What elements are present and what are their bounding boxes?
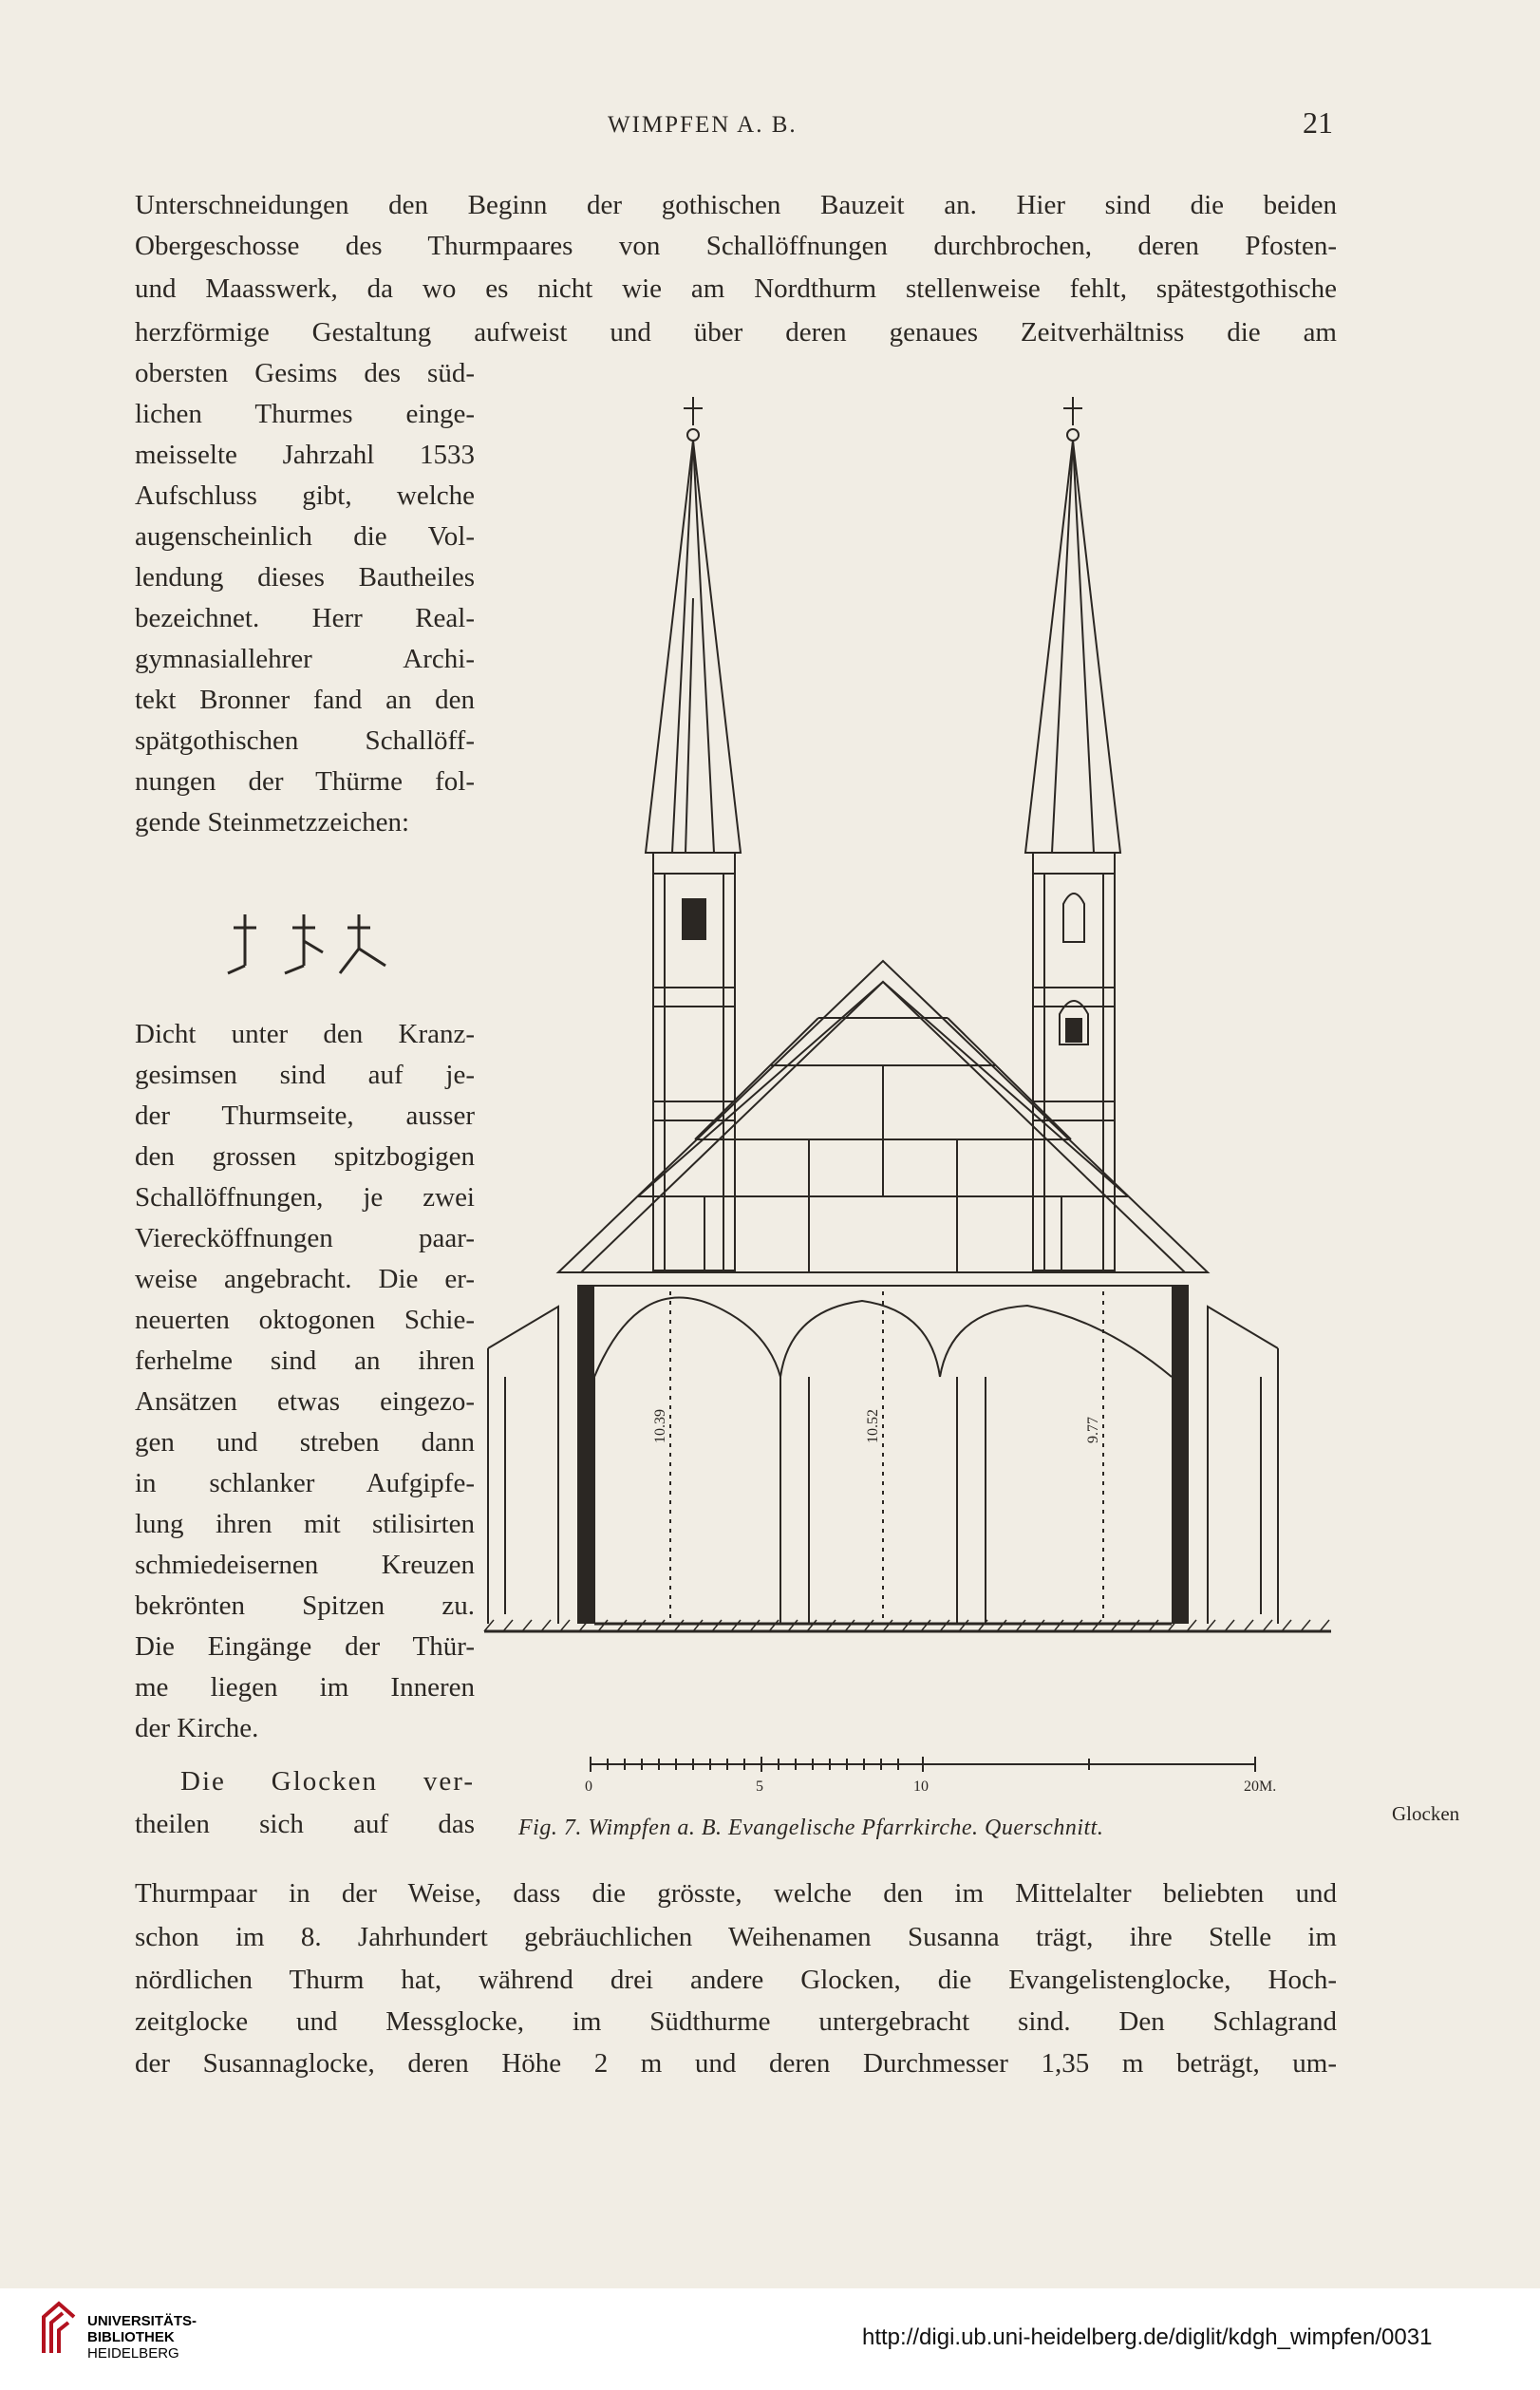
body-line: Thurmpaar in der Weise, dass die grösste, welche den im Mittelalter beliebten und <box>135 1878 1337 1909</box>
column-line: obersten Gesims des süd- <box>135 358 475 388</box>
column-line: me liegen im Inneren <box>135 1672 475 1703</box>
body-line: Unterschneidungen den Beginn der gothischen Bauzeit an. Hier sind die beiden <box>135 190 1337 220</box>
dimension-label: 9.77 <box>1085 1417 1101 1443</box>
column-line: spätgothischen Schallöff- <box>135 725 475 756</box>
column-line: ferhelme sind an ihren <box>135 1346 475 1376</box>
library-logo-icon <box>38 2298 80 2355</box>
column-line: Die Glocken ver- <box>180 1766 475 1797</box>
column-line: lichen Thurmes einge- <box>135 399 475 429</box>
column-line: meisselte Jahrzahl 1533 <box>135 440 475 470</box>
column-line: der Thurmseite, ausser <box>135 1101 475 1131</box>
column-line: Vierecköffnungen paar- <box>135 1223 475 1253</box>
column-line: Ansätzen etwas eingezo- <box>135 1386 475 1417</box>
body-line: und Maasswerk, da wo es nicht wie am Nordthurm stellenweise fehlt, spätestgothische <box>135 273 1337 304</box>
margin-note: Glocken <box>1392 1802 1460 1825</box>
column-line: Die Eingänge der Thür- <box>135 1631 475 1662</box>
body-line: schon im 8. Jahrhundert gebräuchlichen Weihenamen Susanna trägt, ihre Stelle im <box>135 1922 1337 1952</box>
dimension-label: 10.52 <box>865 1409 881 1443</box>
column-line: der Kirche. <box>135 1713 259 1743</box>
column-line: Aufschluss gibt, welche <box>135 480 475 511</box>
column-line: gymnasiallehrer Archi- <box>135 644 475 674</box>
column-line: nungen der Thürme fol- <box>135 766 475 797</box>
body-line: der Susannaglocke, deren Höhe 2 m und deren Durchmesser 1,35 m beträgt, um- <box>135 2048 1337 2079</box>
scale-label: 5 <box>756 1778 763 1795</box>
body-line: Obergeschosse des Thurmpaares von Schallöffnungen durchbrochen, deren Pfosten- <box>135 231 1337 261</box>
body-line: nördlichen Thurm hat, während drei andere Glocken, die Evangelistenglocke, Hoch- <box>135 1965 1337 1995</box>
column-line: gesimsen sind auf je- <box>135 1060 475 1090</box>
column-line: gen und streben dann <box>135 1427 475 1458</box>
column-line: lung ihren mit stilisirten <box>135 1509 475 1539</box>
column-line: bekrönten Spitzen zu. <box>135 1590 475 1621</box>
figure-caption: Fig. 7. Wimpfen a. B. Evangelische Pfarrkirche. Querschnitt. <box>518 1816 1104 1840</box>
scale-label: 10 <box>913 1778 929 1795</box>
stonemason-marks-icon <box>216 907 397 983</box>
library-name: UNIVERSITÄTS- BIBLIOTHEK HEIDELBERG <box>87 2313 197 2362</box>
column-line: augenscheinlich die Vol- <box>135 521 475 552</box>
column-line: lendung dieses Bautheiles <box>135 562 475 593</box>
page-number: 21 <box>1303 105 1333 140</box>
column-line: schmiedeisernen Kreuzen <box>135 1550 475 1580</box>
column-line: Schallöffnungen, je zwei <box>135 1182 475 1213</box>
running-title: WIMPFEN A. B. <box>608 112 798 138</box>
column-line: tekt Bronner fand an den <box>135 685 475 715</box>
column-line: weise angebracht. Die er- <box>135 1264 475 1294</box>
column-line: neuerten oktogonen Schie- <box>135 1305 475 1335</box>
column-line: den grossen spitzbogigen <box>135 1141 475 1172</box>
dimension-label: 10.39 <box>652 1409 668 1443</box>
column-line: in schlanker Aufgipfe- <box>135 1468 475 1498</box>
body-line: zeitglocke und Messglocke, im Südthurme untergebracht sind. Den Schlagrand <box>135 2006 1337 2037</box>
scale-label: 20M. <box>1244 1778 1277 1795</box>
column-line: bezeichnet. Herr Real- <box>135 603 475 633</box>
scale-label: 0 <box>585 1778 592 1795</box>
column-line: theilen sich auf das <box>135 1809 475 1839</box>
church-cross-section-figure <box>496 380 1350 1795</box>
source-url-link[interactable]: http://digi.ub.uni-heidelberg.de/diglit/kdgh_wimpfen/0031 <box>862 2324 1433 2350</box>
column-line: gende Steinmetzzeichen: <box>135 807 410 837</box>
column-line: Dicht unter den Kranz- <box>135 1019 475 1049</box>
body-line: herzförmige Gestaltung aufweist und über deren genaues Zeitverhältniss die am <box>135 317 1337 348</box>
